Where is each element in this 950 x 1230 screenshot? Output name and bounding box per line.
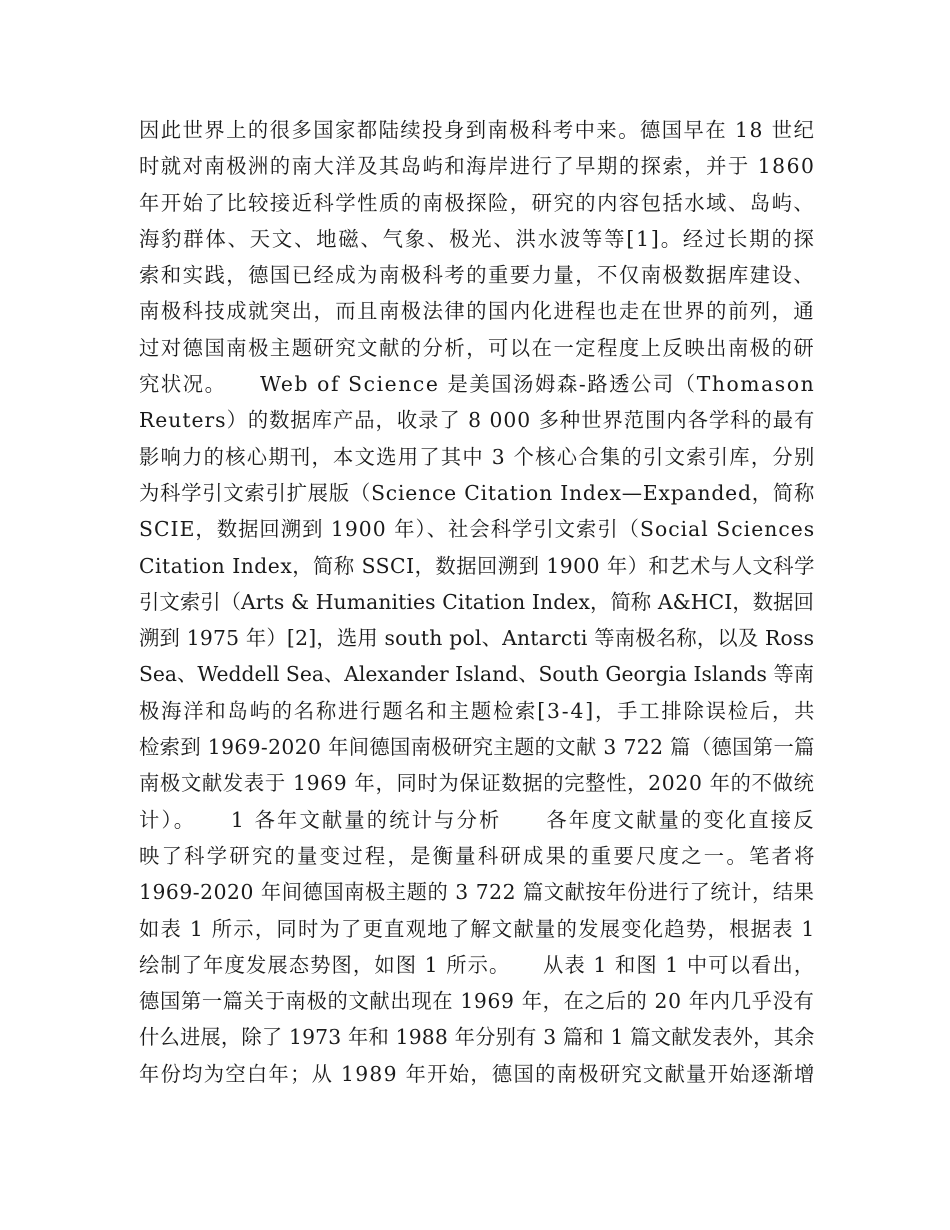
body-paragraph (139, 112, 817, 1092)
text-line: 南极文献发表于 1969 年，同时为保证数据的完整性，2020 年的不做统 (139, 771, 815, 796)
text-line: 引文索引（Arts & Humanities Citation Index，简称 A&HCI，数据回 (139, 589, 814, 614)
text-line: 映了科学研究的量变过程，是衡量科研成果的重要尺度之一。笔者将 (139, 843, 817, 868)
text-line: 时就对南极洲的南大洋及其岛屿和海岸进行了早期的探索，并于 1860 (139, 154, 816, 179)
text-line: 绘制了年度发展态势图，如图 1 所示。 从表 1 和图 1 中可以看出， (139, 952, 816, 977)
text-line: 过对德国南极主题研究文献的分析，可以在一定程度上反映出南极的研 (139, 335, 816, 360)
text-line: Reuters）的数据库产品，收录了 8 000 多种世界范围内各学科的最有 (139, 408, 816, 433)
text-line: 索和实践，德国已经成为南极科考的重要力量，不仅南极数据库建设、 (139, 263, 816, 288)
text-line: 为科学引文索引扩展版（Science Citation Index—Expanded，简称 (139, 480, 816, 505)
text-line: 如表 1 所示，同时为了更直观地了解文献量的发展变化趋势，根据表 1 (139, 916, 816, 941)
text-line: 计）。 1 各年文献量的统计与分析 各年度文献量的变化直接反 (139, 807, 816, 832)
text-line: 因此世界上的很多国家都陆续投身到南极科考中来。德国早在 18 世纪 (139, 118, 816, 142)
text-line: SCIE，数据回溯到 1900 年）、社会科学引文索引（Social Sciences (139, 517, 816, 542)
text-line: 检索到 1969-2020 年间德国南极研究主题的文献 3 722 篇（德国第一篇 (139, 735, 815, 760)
text-line: 南极科技成就突出，而且南极法律的国内化进程也走在世界的前列，通 (139, 299, 816, 324)
text-line: 究状况。 Web of Science 是美国汤姆森-路透公司（Thomason (139, 372, 816, 397)
text-line: 1969-2020 年间德国南极主题的 3 722 篇文献按年份进行了统计，结果 (139, 880, 815, 905)
text-line: 极海洋和岛屿的名称进行题名和主题检索[3-4]，手工排除误检后，共 (139, 698, 817, 723)
text-line: 年份均为空白年；从 1989 年开始，德国的南极研究文献量开始逐渐增 (139, 1061, 816, 1086)
text-line: 德国第一篇关于南极的文献出现在 1969 年，在之后的 20 年内几乎没有 (139, 989, 815, 1014)
text-line: 影响力的核心期刊，本文选用了其中 3 个核心合集的引文索引库，分别 (139, 444, 816, 469)
text-line: 溯到 1975 年）[2]，选用 south pol、Antarcti 等南极名称，以及 Ross (139, 626, 815, 651)
text-line: 年开始了比较接近科学性质的南极探险，研究的内容包括水域、岛屿、 (139, 190, 816, 215)
text-line: 海豹群体、天文、地磁、气象、极光、洪水波等等[1]。经过长期的探 (139, 226, 816, 251)
text-line: 什么进展，除了 1973 年和 1988 年分别有 3 篇和 1 篇文献发表外，其余 (139, 1025, 815, 1050)
text-line: Sea、Weddell Sea、Alexander Island、South Georgia Islands 等南 (139, 662, 814, 687)
text-line: Citation Index，简称 SSCI，数据回溯到 1900 年）和艺术与人文科学 (139, 553, 815, 578)
